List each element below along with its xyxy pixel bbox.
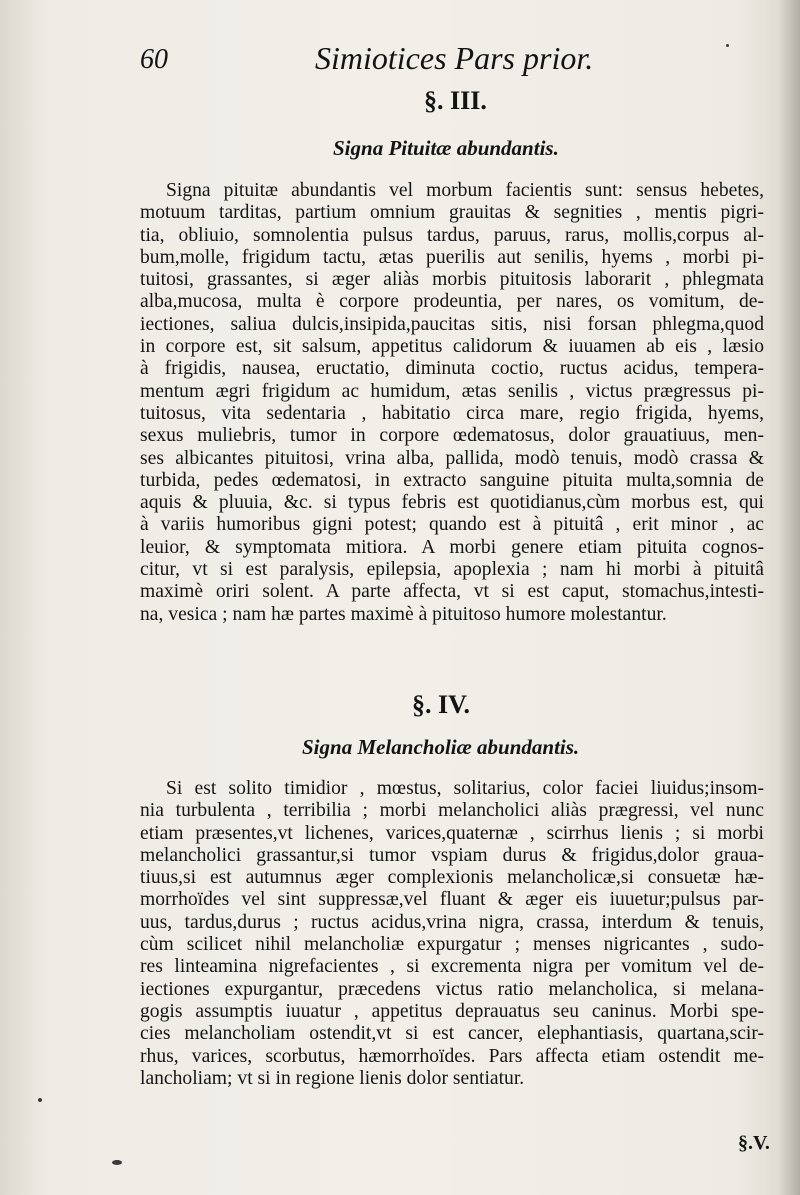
text-line: morrhoïdes vel sint suppressæ,vel fluant & æger eis iuuetur;pulsus par- bbox=[140, 889, 764, 911]
text-line: melancholici grassantur,si tumor vspiam durus & frigidus,dolor graua- bbox=[140, 844, 764, 866]
text-line: motuum tarditas, partium omnium grauitas & segnities , mentis pigri- bbox=[140, 202, 764, 224]
section-number-4: §. IV. bbox=[412, 690, 471, 719]
text-line: tuitosus, vita sedentaria , habitatio circa mare, regio frigida, hyems, bbox=[140, 402, 764, 424]
text-line: mentum ægri frigidum ac humidum, ætas senilis , victus prægressus pi- bbox=[140, 380, 764, 402]
text-line: maximè oriri solent. A parte affecta, vt si est caput, stomachus,intesti- bbox=[140, 581, 764, 603]
text-line: citur, vt si est paralysis, epilepsia, apoplexia ; nam hi morbi à pituitâ bbox=[140, 559, 764, 581]
text-line: etiam præsentes,vt lichenes, varices,quaternæ , scirrhus lienis ; si morbi bbox=[140, 822, 764, 844]
text-line: leuior, & symptomata mitiora. A morbi genere etiam pituita cognos- bbox=[140, 536, 764, 558]
text-line: res linteamina nigrefacientes , si excrementa nigra per vomitum vel de- bbox=[140, 956, 764, 978]
running-title: Simiotices Pars prior. bbox=[315, 40, 594, 76]
text-line: turbida, pedes œdematosi, in extracto sanguine pituita multa,somnia de bbox=[140, 469, 764, 491]
page-edge-shadow bbox=[778, 0, 800, 1195]
text-line: lancholiam; vt si in regione lienis dolor sentiatur. bbox=[140, 1067, 525, 1089]
text-line: bum,molle, frigidum tactu, ætas puerilis aut senilis, hyems , morbi pi- bbox=[140, 246, 764, 268]
text-line: tia, obliuio, somnolentia pulsus tardus, paruus, rarus, mollis,corpus al- bbox=[140, 224, 764, 246]
text-line: cùm scilicet nihil melancholiæ expurgatur ; menses nigricantes , sudo- bbox=[140, 934, 764, 956]
text-line: rhus, varices, scorbutus, hæmorrhoïdes. Pars affecta etiam ostendit me- bbox=[140, 1045, 764, 1067]
paragraph-pituitae bbox=[140, 180, 764, 626]
paragraph-melancholiae bbox=[140, 778, 764, 1090]
text-line: Signa pituitæ abundantis vel morbum facientis sunt: sensus hebetes, bbox=[166, 180, 764, 201]
section-title-3: Signa Pituitæ abundantis. bbox=[333, 136, 559, 160]
text-line: à variis humoribus gigni potest; quando est à pituitâ , erit minor , ac bbox=[140, 514, 764, 536]
scan-speck bbox=[112, 1160, 122, 1165]
running-head bbox=[140, 40, 620, 80]
scan-speck bbox=[726, 44, 729, 47]
text-line: sexus muliebris, tumor in corpore œdematosus, dolor grauatiuus, men- bbox=[140, 425, 764, 447]
text-line: Si est solito timidior , mœstus, solitarius, color faciei liuidus;insom- bbox=[166, 778, 764, 799]
text-line: tuitosi, grassantes, si æger aliàs morbis pituitosis laborarit , phlegmata bbox=[140, 269, 764, 291]
text-line: cies melancholiam ostendit,vt si est cancer, elephantiasis, quartana,scir- bbox=[140, 1023, 764, 1045]
text-line: ses albicantes pituitosi, vrina alba, pallida, modò tenuis, modò crassa & bbox=[140, 447, 764, 469]
text-line: nia turbulenta , terribilia ; morbi melancholici aliàs prægressi, vel nunc bbox=[140, 800, 764, 822]
text-line: in corpore est, sit salsum, appetitus calidorum & iuuamen ab eis , læsio bbox=[140, 336, 764, 358]
text-line: na, vesica ; nam hæ partes maximè à pituitoso humore molestantur. bbox=[140, 603, 667, 625]
scan-speck bbox=[38, 1098, 42, 1102]
text-line: alba,mucosa, multa è corpore prodeuntia, per nares, os vomitum, de- bbox=[140, 291, 764, 313]
catchword: §.V. bbox=[738, 1132, 770, 1154]
text-line: uus, tardus,durus ; ructus acidus,vrina nigra, crassa, interdum & tenuis, bbox=[140, 911, 764, 933]
section-title-4: Signa Melancholiæ abundantis. bbox=[302, 735, 580, 759]
section-number-3: §. III. bbox=[424, 86, 487, 115]
page-number: 60 bbox=[140, 44, 168, 75]
text-line: gogis assumptis iuuatur , appetitus deprauatus seu caninus. Morbi spe- bbox=[140, 1000, 764, 1022]
text-line: tiuus,si est autumnus æger complexionis melancholicæ,si consuetæ hæ- bbox=[140, 867, 764, 889]
text-line: aquis & pluuia, &c. si typus febris est quotidianus,cùm morbus est, qui bbox=[140, 492, 764, 514]
text-line: iectiones, saliua dulcis,insipida,paucitas sitis, nisi forsan phlegma,quod bbox=[140, 313, 764, 335]
text-line: à frigidis, nausea, eructatio, diminuta coctio, ructus acidus, tempera- bbox=[140, 358, 764, 380]
text-line: iectiones expurgantur, præcedens victus ratio melancholica, si melana- bbox=[140, 978, 764, 1000]
